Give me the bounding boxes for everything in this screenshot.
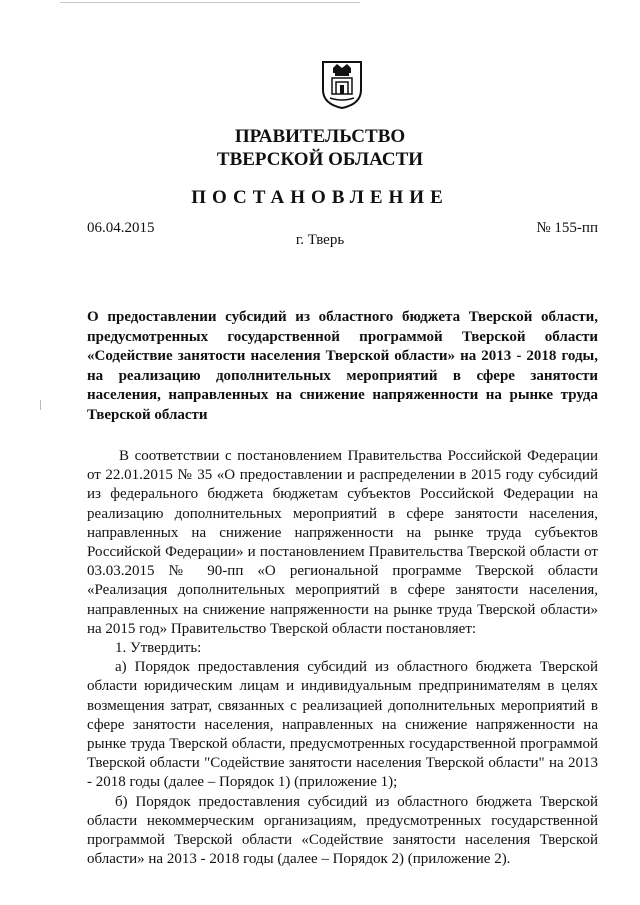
item-1a-paragraph: а) Порядок предоставления субсидий из областного бюджета Тверской области юридическим лицам и индивидуальным предпринимателям в целях возмещения затрат, связанных с реализацией дополнительных мероприятий в сфере занятости населения, направленных на снижение напряженности на рынке труда Тверской области, предусмотренных государственной программой Тверской области "Содействие занятости населения Тверской области" на 2013 - 2018 годы (далее – Порядок 1) (приложение 1); [87, 659, 598, 791]
org-name-line2: ТВЕРСКОЙ ОБЛАСТИ [216, 149, 424, 170]
document-body [87, 447, 598, 869]
document-city: г. Тверь [295, 232, 345, 248]
document-number: № 155-пп [536, 220, 598, 236]
org-name-line1: ПРАВИТЕЛЬСТВО [234, 126, 406, 147]
coat-of-arms-icon [321, 60, 363, 110]
item-1b-paragraph: б) Порядок предоставления субсидий из областного бюджета Тверской области некоммерческим организациям, предусмотренных государственной программой Тверской области «Содействие занятости населения Тверской области» на 2013 - 2018 годы (далее – Порядок 2) (приложение 2). [87, 793, 598, 868]
item-1-paragraph: 1. Утвердить: [115, 640, 202, 657]
preamble-paragraph: В соответствии с постановлением Правительства Российской Федерации от 22.01.2015 № 35 «О предоставлении и распределении в 2015 году субсидий из федерального бюджета бюджетам субъектов Российской Федерации на реализацию дополнительных мероприятий в сфере занятости населения, направленных на снижение напряженности на рынке труда субъектов Российской Федерации» и постановлением Правительства Тверской области от 03.03.2015 № 90-пп «О региональной программе Тверской области «Реализация дополнительных мероприятий в сфере занятости населения, направленных на снижение напряженности на рынке труда Тверской области» на 2015 год» Правительство Тверской области постановляет: [87, 448, 598, 637]
document-type-title: ПОСТАНОВЛЕНИЕ [191, 187, 449, 208]
document-date: 06.04.2015 [87, 220, 155, 236]
scan-edge-line [60, 2, 360, 3]
margin-mark [40, 400, 41, 410]
document-subject: О предоставлении субсидий из областного бюджета Тверской области, предусмотренных государственной программой Тверской области «Содействие занятости населения Тверской области» на 2013 - 2018 годы, на реализацию дополнительных мероприятий в сфере занятости населения, направленных на снижение напряженности на рынке труда Тверской области [87, 309, 598, 423]
